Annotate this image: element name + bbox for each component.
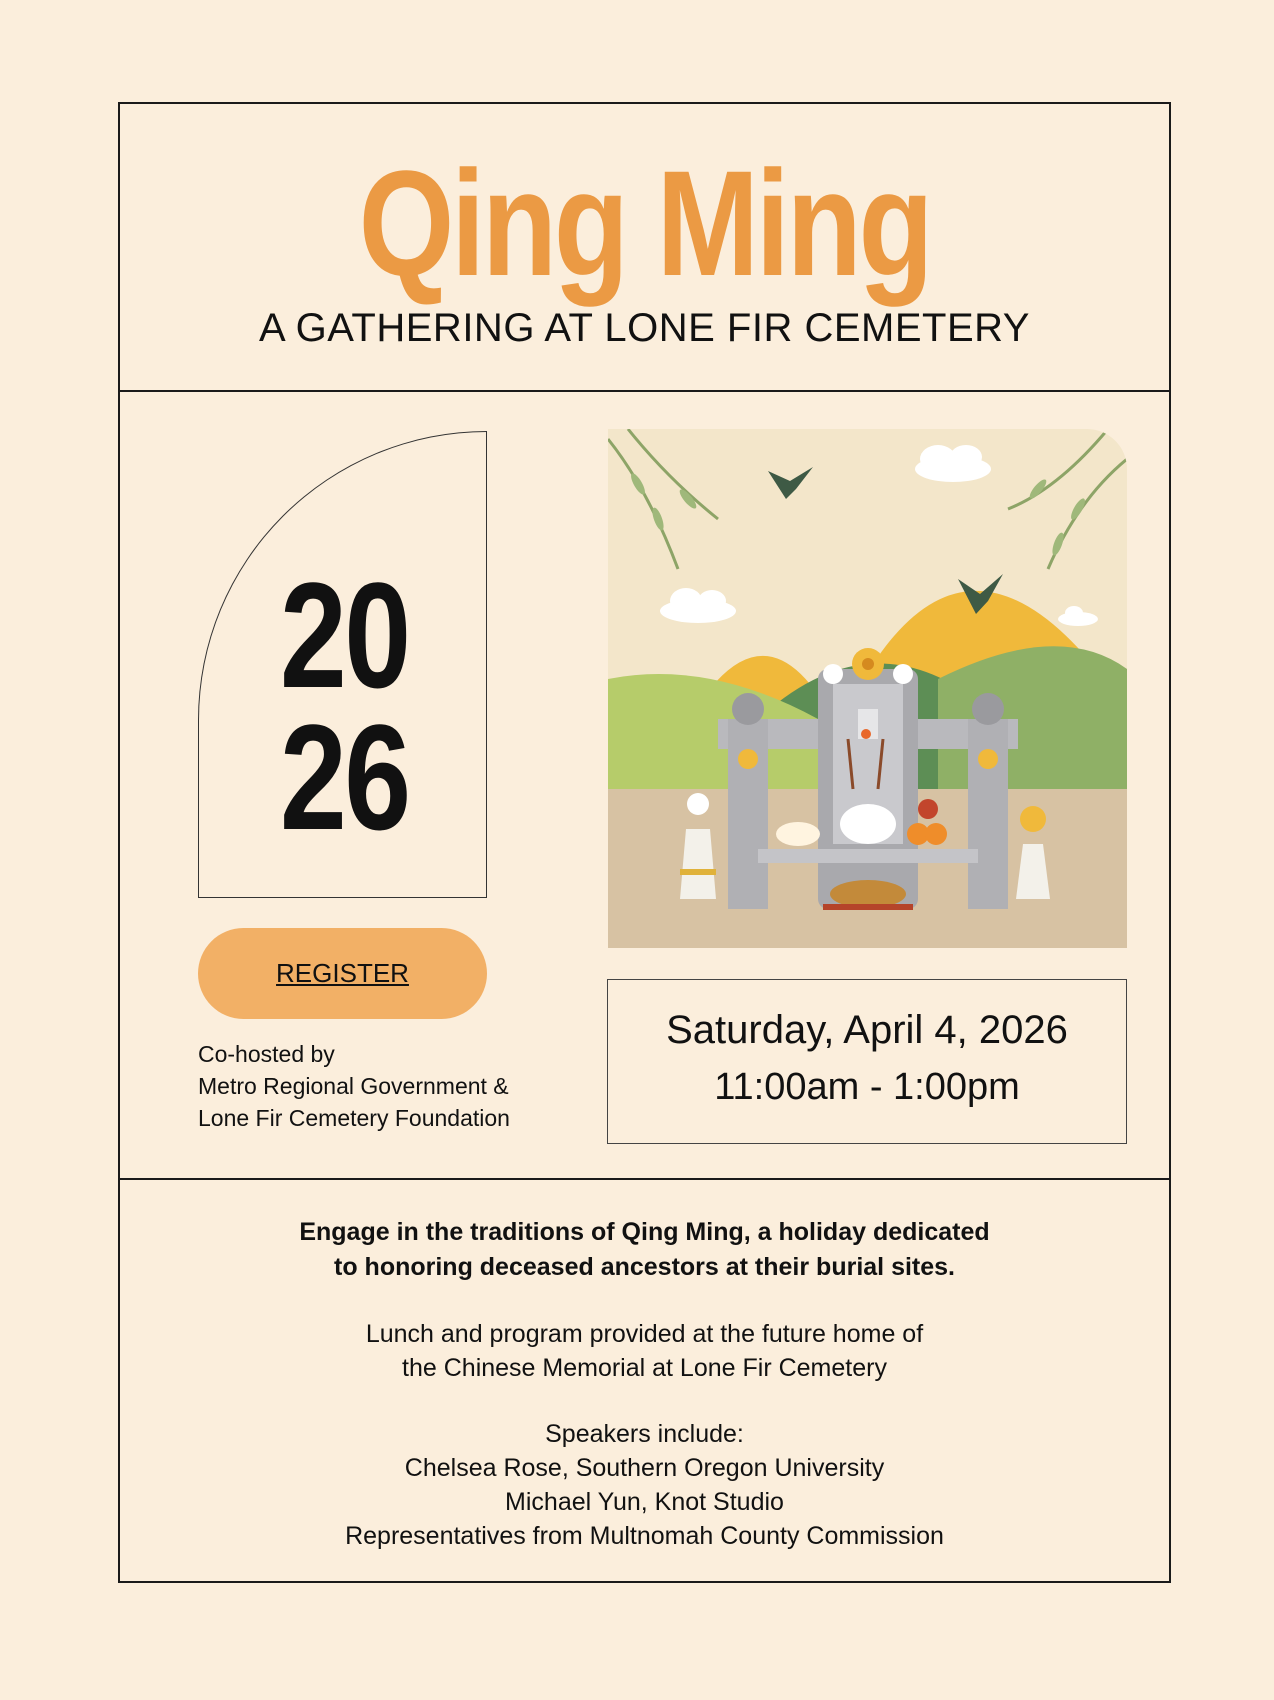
event-description xyxy=(120,1215,1169,1553)
description-lead: Engage in the traditions of Qing Ming, a holiday dedicated xyxy=(299,1218,990,1246)
event-date-box xyxy=(607,979,1127,1144)
register-button[interactable]: REGISTER xyxy=(198,928,487,1019)
cohost-text xyxy=(198,1038,510,1134)
cohost-line: Lone Fir Cemetery Foundation xyxy=(198,1105,510,1131)
cohost-line: Co-hosted by xyxy=(198,1041,335,1067)
lunch-info: the Chinese Memorial at Lone Fir Cemetery xyxy=(402,1354,887,1382)
header-divider xyxy=(120,390,1169,392)
speakers-heading: Speakers include: xyxy=(545,1420,744,1448)
event-title: Qing Ming xyxy=(358,139,931,307)
year-display xyxy=(280,551,520,861)
event-subtitle: A GATHERING AT LONE FIR CEMETERY xyxy=(259,306,1030,350)
qing-ming-illustration xyxy=(608,429,1127,948)
speaker-item: Representatives from Multnomah County Commission xyxy=(345,1522,944,1550)
event-time: 11:00am - 1:00pm xyxy=(714,1066,1020,1108)
year-top: 20 xyxy=(280,551,409,719)
lunch-info: Lunch and program provided at the future home of xyxy=(365,1320,924,1348)
event-date: Saturday, April 4, 2026 xyxy=(666,1008,1068,1052)
body-divider xyxy=(120,1178,1169,1180)
cohost-line: Metro Regional Government & xyxy=(198,1073,509,1099)
flyer-frame xyxy=(118,102,1171,1583)
description-lead: to honoring deceased ancestors at their burial sites. xyxy=(334,1253,955,1281)
speaker-item: Chelsea Rose, Southern Oregon University xyxy=(404,1454,885,1482)
year-bottom: 26 xyxy=(280,693,409,861)
speaker-item: Michael Yun, Knot Studio xyxy=(505,1488,784,1516)
